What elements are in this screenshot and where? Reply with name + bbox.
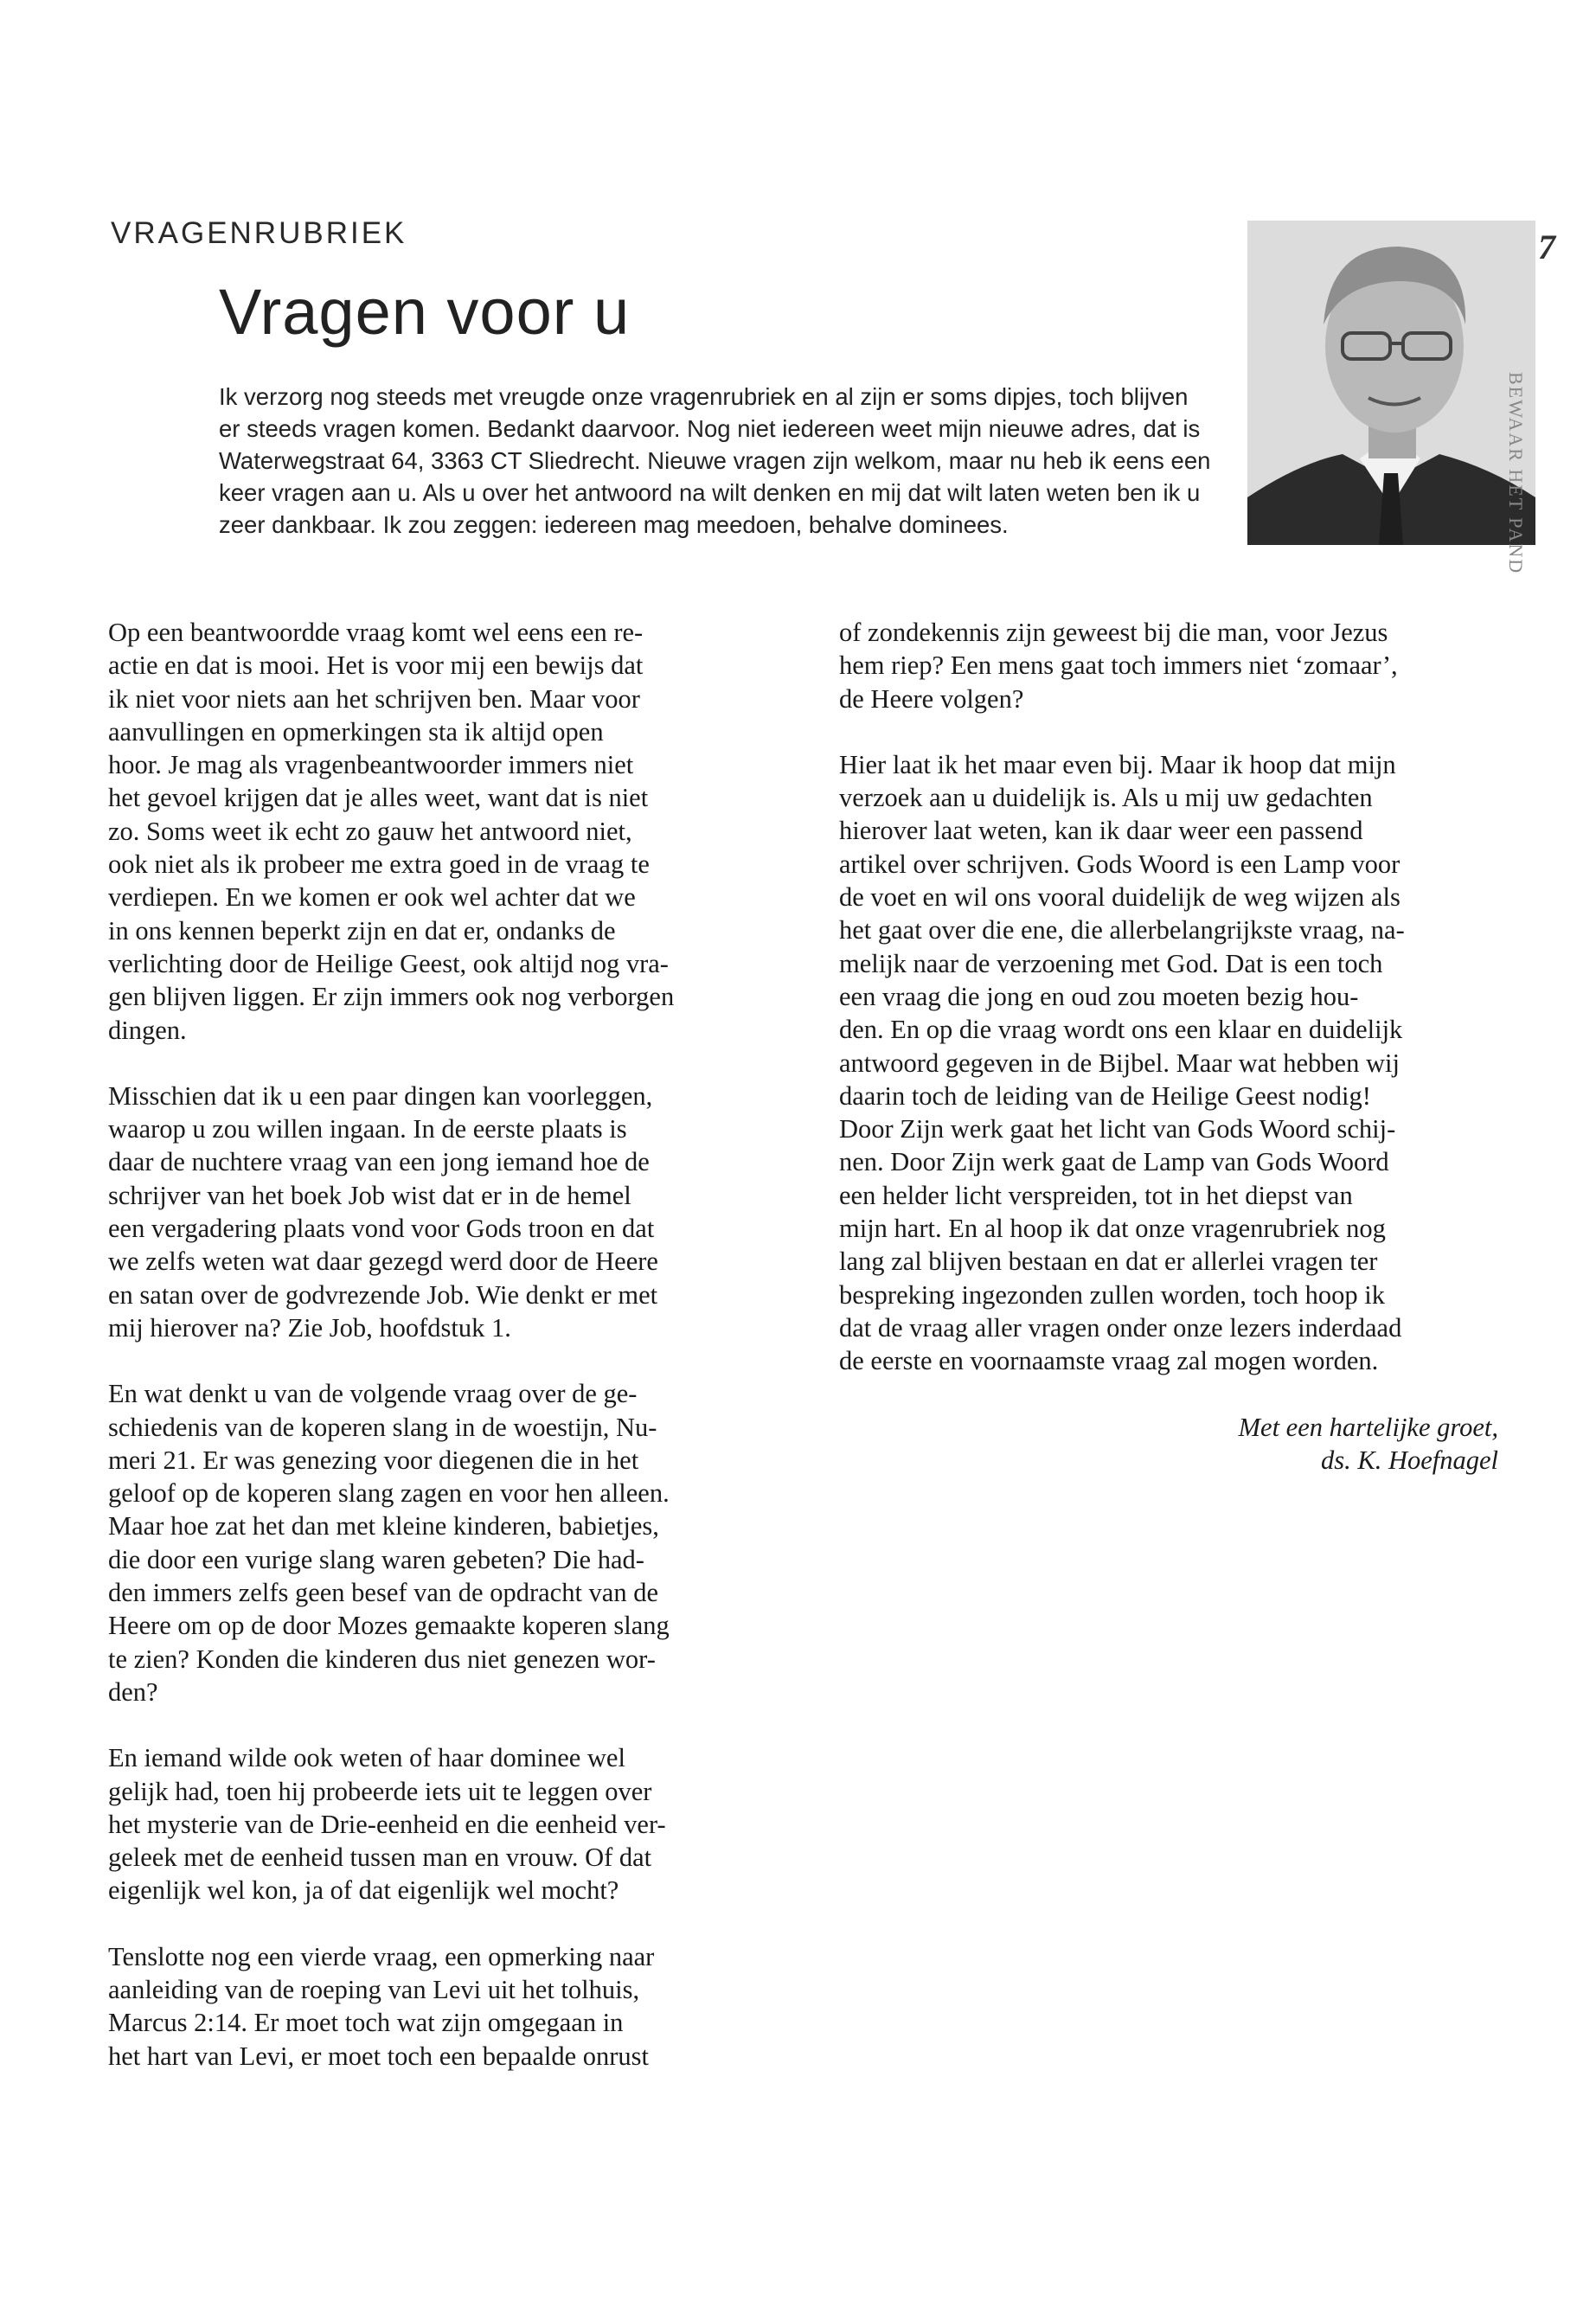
- body-paragraph: En wat denkt u van de volgende vraag over de ge- schiedenis van de koperen slang in de woestijn, Nu- meri 21. Er was genezing voor diegenen die in het geloof op de koperen slang zagen en voor hen alleen. Maar hoe zat het dan met kleine kinderen, babietjes, die door een vurige slang waren gebeten? Die had- den immers zelfs geen besef van de opdracht van de Heere om op de door Mozes gemaakte koperen slang te zien? Konden die kinderen dus niet genezen wor- den?: [108, 1379, 670, 1707]
- body-paragraph: of zondekennis zijn geweest bij die man, voor Jezus hem riep? Een mens gaat toch immers niet ‘zomaar’, de Heere volgen?: [839, 618, 1398, 714]
- side-section-label: BEWAAR HET PAND: [1505, 372, 1527, 575]
- author-photo: [1247, 221, 1535, 545]
- rubric-label: VRAGENRUBRIEK: [111, 216, 407, 250]
- body-paragraph: Tenslotte nog een vierde vraag, een opmerking naar aanleiding van de roeping van Levi uit het tolhuis, Marcus 2:14. Er moet toch wat zijn omgegaan in het hart van Levi, er moet toch een bepaalde onrust: [108, 1941, 655, 2071]
- closing-greeting: Met een hartelijke groet,: [1238, 1412, 1498, 1442]
- body-paragraph: Op een beantwoordde vraag komt wel eens een re- actie en dat is mooi. Het is voor mij een bewijs dat ik niet voor niets aan het schrijven ben. Maar voor aanvullingen en opmerkingen sta ik altijd open hoor. Je mag als vragenbeantwoorder immers niet het gevoel krijgen dat je alles weet, want dat is niet zo. Soms weet ik echt zo gauw het antwoord niet, ook niet als ik probeer me extra goed in de vraag te verdiepen. En we komen er ook wel achter dat we in ons kennen beperkt zijn en dat er, ondanks de verlichting door de Heilige Geest, ook altijd nog vra- gen blijven liggen. Er zijn immers ook nog verborgen dingen.: [108, 618, 675, 1045]
- left-column: [108, 616, 766, 2106]
- closing-signature: [839, 1411, 1498, 1477]
- right-column: [839, 616, 1498, 1477]
- body-paragraph: Misschien dat ik u een paar dingen kan voorleggen, waarop u zou willen ingaan. In de eerste plaats is daar de nuchtere vraag van een jong iemand hoe de schrijver van het boek Job wist dat er in de hemel een vergadering plaats vond voor Gods troon en dat we zelfs weten wat daar gezegd werd door de Heere en satan over de godvrezende Job. Wie denkt er met mij hierover na? Zie Job, hoofdstuk 1.: [108, 1080, 658, 1343]
- page-title: Vragen voor u: [219, 276, 631, 348]
- intro-paragraph: Ik verzorg nog steeds met vreugde onze vragenrubriek en al zijn er soms dipjes, toch blijven er steeds vragen komen. Bedankt daarvoor. Nog niet iedereen weet mijn nieuwe adres, dat is Waterwegstraat 64, 3363 CT Sliedrecht. Nieuwe vragen zijn welkom, maar nu heb ik eens een keer vragen aan u. Als u over het antwoord na wilt denken en mij dat wilt laten weten ben ik u zeer dankbaar. Ik zou zeggen: iedereen mag meedoen, behalve dominees.: [219, 383, 1211, 538]
- body-paragraph: Hier laat ik het maar even bij. Maar ik hoop dat mijn verzoek aan u duidelijk is. Als u mij uw gedachten hierover laat weten, kan ik daar weer een passend artikel over schrijven. Gods Woord is een Lamp voor de voet en wil ons vooral duidelijk de weg wijzen als het gaat over die ene, die allerbelangrijkste vraag, na- melijk naar de verzoening met God. Dat is een toch een vraag die jong en oud zou moeten bezig hou- den. En op die vraag wordt ons een klaar en duidelijk antwoord gegeven in de Bijbel. Maar wat hebben wij daarin toch de leiding van de Heilige Geest nodig! Door Zijn werk gaat het licht van Gods Woord schij- nen. Door Zijn werk gaat de Lamp van Gods Woord een helder licht verspreiden, tot in het diepst van mijn hart. En al hoop ik dat onze vragenrubriek nog lang zal blijven bestaan en dat er allerlei vragen ter bespreking ingezonden zullen worden, toch hoop ik dat de vraag aller vragen onder onze lezers inderdaad de eerste en voornaamste vraag zal mogen worden.: [839, 749, 1405, 1376]
- body-paragraph: En iemand wilde ook weten of haar dominee wel gelijk had, toen hij probeerde iets uit te leggen over het mysterie van de Drie-eenheid en die eenheid ver- geleek met de eenheid tussen man en vrouw. Of dat eigenlijk wel kon, ja of dat eigenlijk wel mocht?: [108, 1743, 666, 1906]
- page-number: 7: [1538, 228, 1555, 266]
- author-signature: ds. K. Hoefnagel: [1320, 1445, 1498, 1475]
